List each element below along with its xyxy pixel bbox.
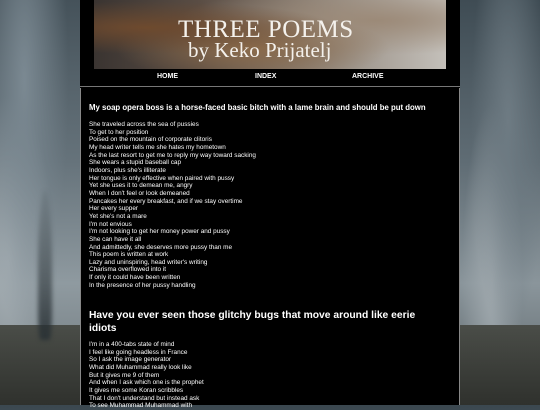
poem-line: I'm not looking to get her money power and pussy	[89, 228, 230, 236]
poem-title: Have you ever seen those glitchy bugs that move around like eerie idiots	[89, 310, 416, 334]
poem-line: Her every supper	[89, 205, 139, 213]
poem-line: It gives me some Koran scribbles	[89, 386, 184, 394]
poem-line: I'm not envious	[89, 220, 132, 228]
poem-line: Poised on the mountain of corporate clitoris	[89, 136, 212, 144]
poem-line: So I ask the image generator	[89, 356, 172, 364]
poem-line: I feel like going headless in France	[89, 348, 188, 356]
poem-line: As the last resort to get me to reply my way toward sacking	[89, 151, 256, 159]
nav-archive-link[interactable]: ARCHIVE	[352, 73, 384, 80]
page-container	[80, 0, 460, 410]
banner-author: by Keko Prijatelj	[188, 38, 332, 62]
poem-line: Yet she's not a mare	[89, 212, 147, 220]
poem-line: Indoors, plus she's illiterate	[89, 166, 166, 174]
poem-line: To get to her position	[89, 128, 149, 136]
header-banner	[94, 0, 446, 69]
banner-title: THREE POEMS	[178, 16, 354, 43]
poem-line: I'm in a 400-tabs state of mind	[89, 341, 175, 348]
nav-index-link[interactable]: INDEX	[255, 73, 277, 80]
nav-bar	[80, 69, 460, 87]
poem-line: She traveled across the sea of pussies	[89, 121, 199, 128]
poem-line: She can have it all	[89, 235, 142, 243]
poem-line: Pancakes her every breakfast, and if we stay overtime	[89, 197, 243, 205]
poem-title: My soap opera boss is a horse-faced basic bitch with a lame brain and should be put down	[89, 103, 426, 112]
poem-line: In the presence of her pussy handling	[89, 281, 196, 289]
poem-line: And admittedly, she deserves more pussy than me	[89, 243, 233, 251]
poem-line: She wears a stupid baseball cap	[89, 159, 182, 167]
poem-line: Her tongue is only effective when paired with pussy	[89, 174, 235, 182]
poem-line: What did Muhammad really look like	[89, 363, 192, 371]
main-content	[80, 88, 460, 410]
poem-body	[89, 121, 256, 289]
poem-line: If only it could have been written	[89, 274, 181, 282]
poem-line: Charisma overflowed into it	[89, 266, 167, 274]
poem-line: That I don't understand but instead ask	[89, 394, 200, 402]
poem-line: And when I ask which one is the prophet	[89, 379, 204, 387]
tornado-image	[38, 190, 52, 340]
poem-line: To see Muhammad Muhammad with	[89, 402, 193, 410]
nav-home-link[interactable]: HOME	[157, 73, 178, 80]
poem-line: My head writer tells me she hates my hometown	[89, 143, 226, 151]
poem-line: Yet she uses it to demean me, angry	[89, 182, 193, 190]
poem-line: This poem is written at work	[89, 251, 169, 259]
poem-line: But it gives me 9 of them	[89, 371, 160, 379]
poem-line: When I don't feel or look demeaned	[89, 189, 190, 197]
poem-line: Lazy and uninspiring, head writer's writing	[89, 258, 208, 266]
poem-body	[89, 341, 204, 410]
